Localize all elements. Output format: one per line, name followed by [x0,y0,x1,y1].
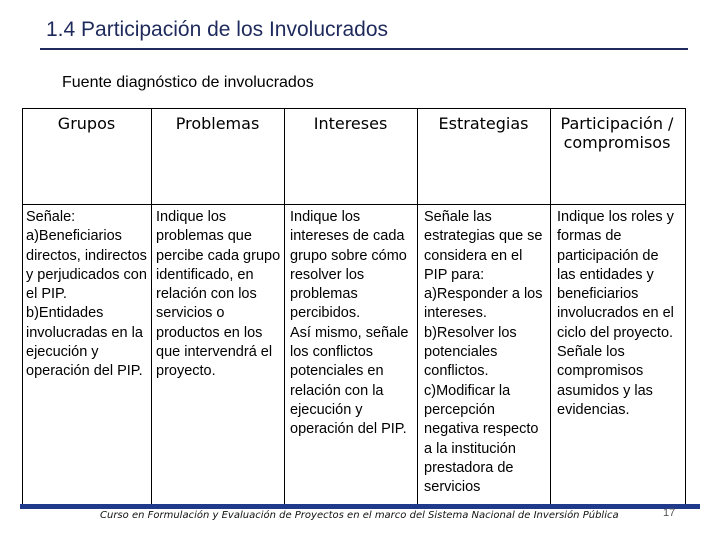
header-participacion: Participación / compromisos [560,114,674,152]
header-problemas: Problemas [175,114,260,133]
cell-estrategias [424,208,548,497]
slide-subtitle: Fuente diagnóstico de involucrados [62,74,314,91]
cell-grupos [26,208,148,382]
cell-paragraph: Señale las estrategias que se considera en el PIP para: [424,209,543,283]
cell-paragraph: Señale: [26,209,76,225]
cell-paragraph: Indique los problemas que percibe cada grupo identificado, en relación con los servicios o productos en los que intervendrá el proyecto. [156,209,281,380]
cell-paragraph: Indique los intereses de cada grupo sobre cómo resolver los problemas percibidos. [290,209,407,322]
header-divider [22,204,686,205]
title-underline [40,48,688,50]
header-intereses: Intereses [313,114,388,133]
footer-text: Curso en Formulación y Evaluación de Proyectos en el marco del Sistema Nacional de Inversión Pública [100,510,619,521]
header-grupos: Grupos [57,114,116,133]
cell-paragraph: b)Resolver los potenciales conflictos. [424,324,517,380]
cell-intereses [290,208,412,440]
cell-paragraph: a)Responder a los intereses. [424,286,543,322]
page-number: 17 [663,507,676,519]
slide-title: 1.4 Participación de los Involucrados [46,18,389,41]
header-estrategias: Estrategias [438,114,529,133]
cell-problemas [156,208,281,382]
column-divider [550,108,551,508]
cell-participacion [557,208,679,420]
column-divider [151,108,152,508]
column-divider [417,108,418,508]
cell-paragraph: b)Entidades involucradas en la ejecución y operación del PIP. [26,305,143,380]
cell-paragraph: a)Beneficiarios directos, indirectos y perjudicados con el PIP. [26,228,147,303]
cell-paragraph: Indique los roles y formas de participación de las entidades y beneficiarios involucrados en el ciclo del proyecto. [557,209,674,341]
stakeholders-table [22,108,686,508]
column-divider [284,108,285,508]
cell-paragraph: c)Modificar la percepción negativa respecto a la institución prestadora de servicios [424,382,539,496]
footer-bar [20,504,700,509]
cell-paragraph: Así mismo, señale los conflictos potenciales en relación con la ejecución y operación del PIP. [290,324,409,438]
cell-paragraph: Señale los compromisos asumidos y las evidencias. [557,344,653,418]
